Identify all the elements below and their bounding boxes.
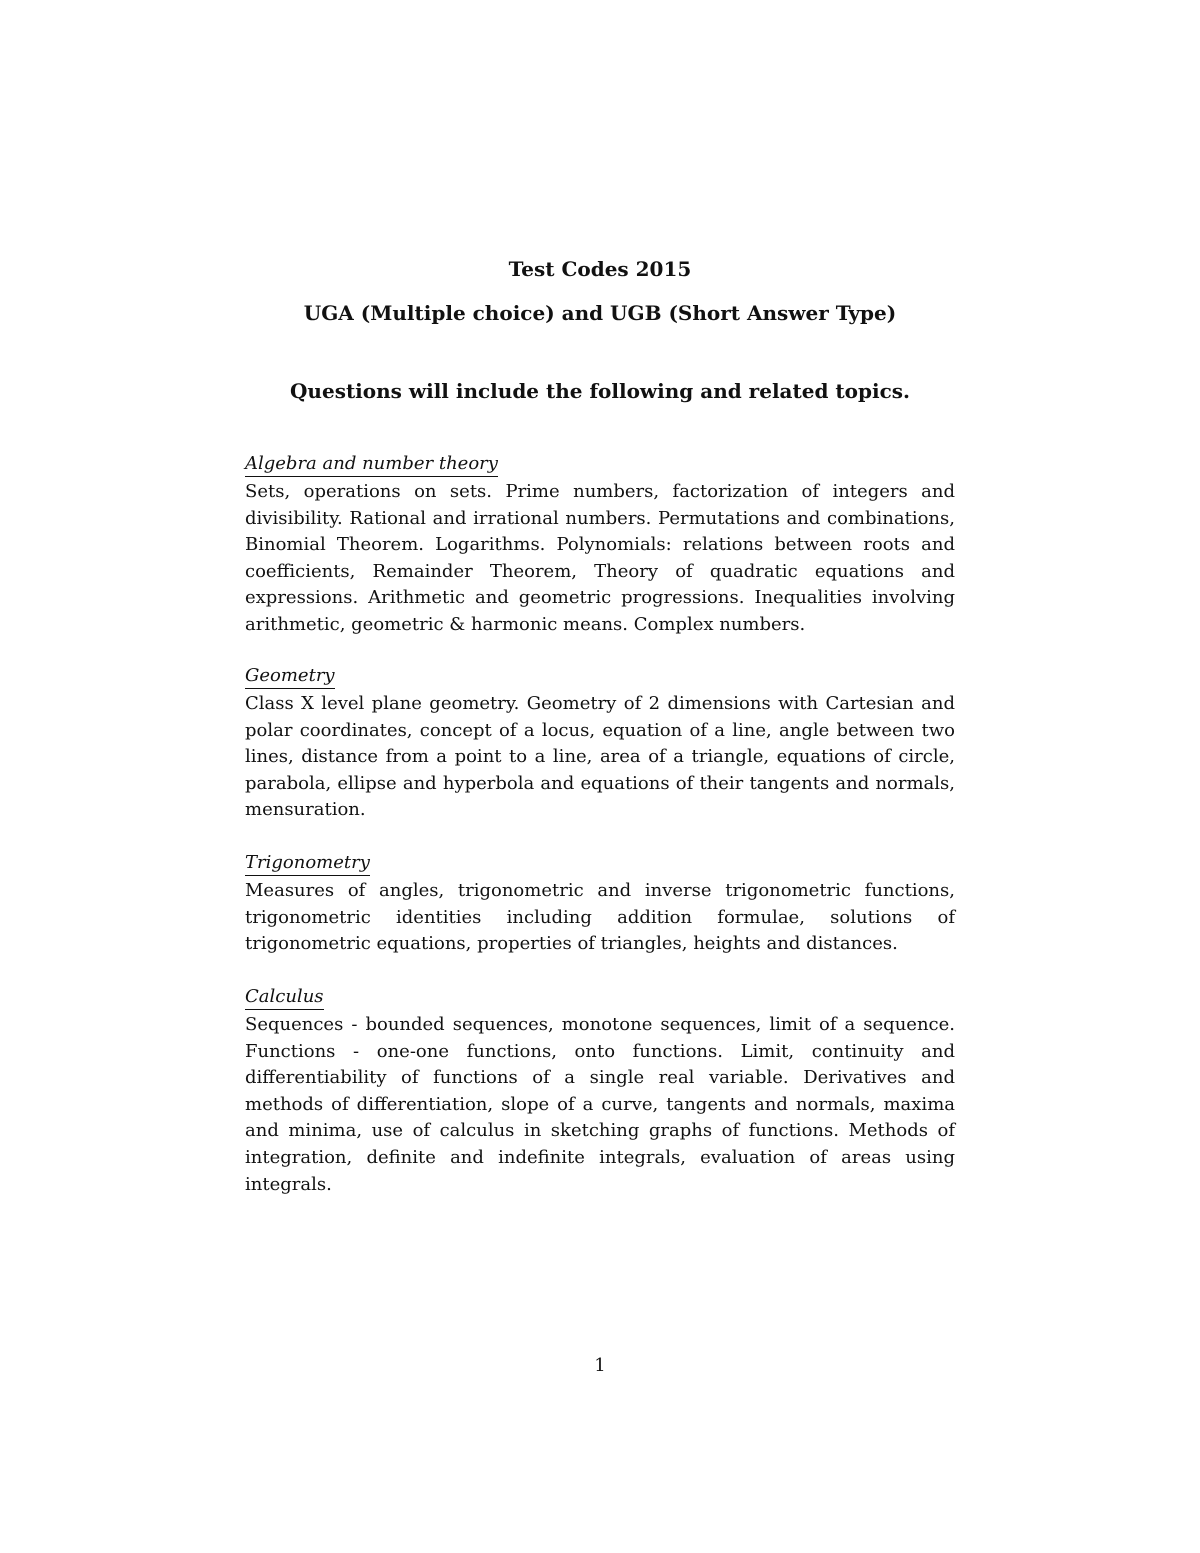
section-geometry: [245, 664, 955, 824]
page-number: 1: [594, 1355, 606, 1376]
section-calculus: [245, 985, 955, 1198]
section-heading: Calculus: [245, 985, 324, 1010]
section-body: Sequences - bounded sequences, monotone sequences, limit of a sequence. Functions - one-one functions, onto functions. Limit, continuity and differentiability of functions of a single real variable. Derivatives and methods of differentiation, slope of a curve, tangents and normals, maxima and minima, use of calculus in sketching graphs of functions. Methods of integration, definite and indefinite integrals, evaluation of areas using integrals.: [245, 1014, 955, 1195]
section-heading: Algebra and number theory: [245, 452, 498, 477]
document-subtitle: UGA (Multiple choice) and UGB (Short Answer Type): [303, 301, 897, 325]
section-heading: Geometry: [245, 664, 335, 689]
section-algebra-number-theory: [245, 452, 955, 639]
section-heading: Trigonometry: [245, 851, 370, 876]
section-body: Class X level plane geometry. Geometry of 2 dimensions with Cartesian and polar coordinates, concept of a locus, equation of a line, angle between two lines, distance from a point to a line, area of a triangle, equations of circle, parabola, ellipse and hyperbola and equations of their tangents and normals, mensuration.: [245, 693, 955, 821]
section-trigonometry: [245, 851, 955, 958]
document-title: Test Codes 2015: [508, 257, 692, 281]
document-intro: Questions will include the following and related topics.: [290, 379, 910, 403]
section-body: Measures of angles, trigonometric and inverse trigonometric functions, trigonometric identities including addition formulae, solutions of trigonometric equations, properties of triangles, heights and distances.: [245, 880, 955, 955]
section-body: Sets, operations on sets. Prime numbers, factorization of integers and divisibility. Rational and irrational numbers. Permutations and combinations, Binomial Theorem. Logarithms. Polynomials: relations between roots and coefficients, Remainder Theorem, Theory of quadratic equations and expressions. Arithmetic and geometric progressions. Inequalities involving arithmetic, geometric & harmonic means. Complex numbers.: [245, 481, 955, 635]
